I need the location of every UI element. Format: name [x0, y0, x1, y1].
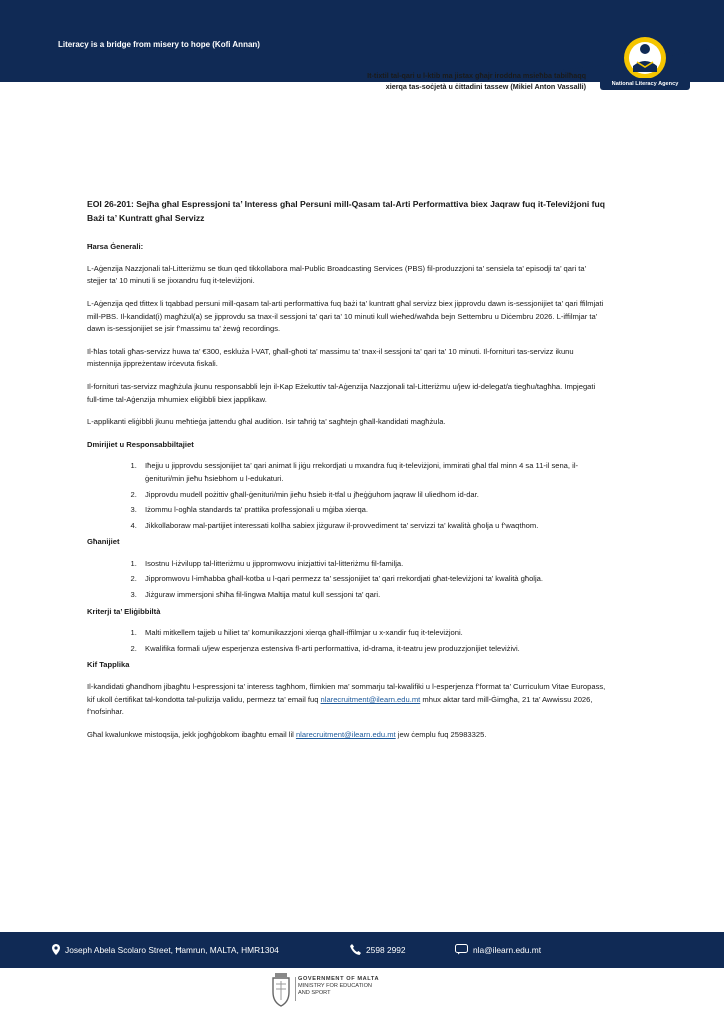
gov-text — [298, 976, 379, 997]
list-item: 1. Isostnu l-iżvilupp tal-litteriżmu u jippromwovu inizjattivi tal-litteriżmu fil-familja. — [139, 558, 607, 571]
overview-heading: Ħarsa Ġenerali: — [87, 242, 144, 252]
document-title: EOI 26-201: Sejħa għal Espressjoni ta’ Interess għal Persuni mill-Qasam tal-Arti Performattiva biex Jaqraw fuq it-Televiżjoni fuq Bażi ta’ Kuntratt għal Servizz — [87, 199, 606, 223]
footer-email — [455, 944, 541, 955]
contact-email-link[interactable]: nlarecruitment@ilearn.edu.mt — [295, 729, 396, 739]
list-item: 2. Jippromwovu l-imħabba għall-kotba u l-qari permezz ta’ sessjonijiet ta’ qari rrekordjati għat-televiżjoni ta’ kwalità għolja. — [139, 573, 607, 586]
footer-phone-text: 2598 2992 — [366, 944, 406, 955]
list-item: 3. Iżommu l-ogħla standards ta’ prattika professjonali u mġiba xierqa. — [139, 504, 607, 517]
list-item: 1. Iħejju u jipprovdu sessjonijiet ta’ qari animat li jiġu rrekordjati u mxandra fuq it-televiżjoni, immirati għal tfal minn 4 sa 11-il sena, il-ġenituri/min jieħu ħsiebhom u l-edukaturi. — [139, 460, 607, 485]
gov-title: GOVERNMENT OF MALTA — [298, 976, 380, 982]
footer-phone — [350, 944, 406, 955]
header-quote-line1: It-tixtil tal-qari u l-ktib ma jistax għajr iroddna msieħba tabilħaqq — [367, 71, 586, 80]
criteria-list — [87, 627, 607, 655]
header-quote-line2: xierqa tas-soċjetà u ċittadini tassew (Mikiel Anton Vassalli) — [385, 82, 586, 91]
list-item: 1. Malti mitkellem tajjeb u ħiliet ta’ komunikazzjoni xierqa għall-iffilmjar u x-xandir fuq it-televiżjoni. — [139, 627, 607, 640]
malta-crest-icon — [270, 972, 292, 1008]
header-quote — [266, 70, 586, 92]
apply-text-after: mhux aktar tard mill-Ġimgħa, 21 ta’ Awwissu 2026, f’nofsinhar. — [87, 694, 593, 717]
phone-icon — [350, 944, 361, 955]
gov-ministry-2: AND SPORT — [298, 990, 331, 996]
contact-text-before: Għal kwalunkwe mistoqsija, jekk jogħġobkom ibagħtu email lil — [87, 729, 296, 739]
gov-divider — [295, 977, 296, 1001]
aims-list — [87, 558, 607, 602]
government-logo — [268, 968, 468, 1012]
logo-head — [640, 44, 650, 54]
apply-text-before: Il-kandidati għandhom jibagħtu l-espressjoni ta’ interess tagħhom, flimkien ma’ sommarju tal-kwalifiki u l-esperjenza f’format ta’ Curriculum Vitae Europass, kif ukoll ċertifikat tal-kondotta tal-pulizija validu, permezz ta’ email fuq — [87, 682, 606, 704]
paragraph-how-to-apply — [87, 681, 607, 719]
duties-heading: Dmirijiet u Responsabbiltajiet — [87, 439, 194, 449]
document-body — [87, 198, 607, 751]
list-item: 2. Jipprovdu mudell pożittiv għall-ġenituri/min jieħu ħsieb it-tfal u jħeġġuhom jaqraw lil uliedhom id-dar. — [139, 489, 607, 502]
criteria-heading: Kriterji ta’ Eliġibbiltà — [87, 606, 161, 616]
paragraph-audition: L-applikanti eliġibbli jkunu meħtieġa jattendu għal audition. Isir taħriġ ta’ sagħtejn għall-kandidati magħżula. — [87, 417, 446, 427]
duties-list — [87, 460, 607, 532]
paragraph-contact — [87, 729, 607, 742]
list-item: 3. Jiżguraw immersjoni sħiħa fil-lingwa Maltija matul kull sessjoni ta’ qari. — [139, 589, 607, 602]
logo-label: National Literacy Agency — [600, 78, 690, 90]
footer-email-text: nla@ilearn.edu.mt — [473, 944, 542, 955]
aims-heading: Għanijiet — [87, 537, 120, 547]
apply-heading: Kif Tapplika — [87, 660, 130, 670]
header-tagline: Literacy is a bridge from misery to hope (Kofi Annan) — [58, 40, 260, 49]
contact-text-after: jew ċemplu fuq 25983325. — [395, 729, 487, 739]
paragraph-contract: L-Aġenzija qed tfittex li tqabbad persuni mill-qasam tal-arti performattiva fuq bażi ta’ kuntratt għal servizz biex jipprovdu dawn is-sessjonijiet ta’ qari ffilmjati mill-PBS. Il-kandidat(i) magħżul(a) se jipprovdu sa tnax-il sessjoni ta’ qari ta’ 10 minuti kull wieħed/waħda bejn Settembru u Diċembru 2026. L-iffilmjar ta’ dawn is-sessjonijiet se jsir f’massimu ta’ żewġ recordings. — [87, 298, 604, 334]
footer-bar — [0, 932, 724, 968]
email-chat-icon — [455, 944, 468, 955]
location-pin-icon — [52, 944, 60, 955]
footer-address — [52, 944, 279, 955]
paragraph-responsibility: Il-fornituri tas-servizz magħżula jkunu responsabbli lejn il-Kap Eżekuttiv tal-Aġenzija Nazzjonali tal-Litteriżmu u/jew id-delegat/a tiegħu/tagħha. Impjegati full-time tal-Aġenzija mhumiex eliġibbli biex japplikaw. — [87, 381, 596, 404]
list-item: 4. Jikkollaboraw mal-partijiet interessati kollha sabiex jiżguraw il-provvediment ta’ servizzi ta’ kwalità għolja u f’waqthom. — [139, 520, 607, 533]
list-item: 2. Kwalifika formali u/jew esperjenza estensiva fl-arti performattiva, id-drama, it-teatru jew produzzjonijiet televiżivi. — [139, 643, 607, 656]
apply-email-link[interactable]: nlarecruitment@ilearn.edu.mt — [320, 694, 421, 704]
gov-ministry: MINISTRY FOR EDUCATION — [298, 983, 372, 989]
footer-address-text: Joseph Abela Scolaro Street, Ħamrun, MALTA, HMR1304 — [65, 944, 279, 955]
paragraph-payment: Il-ħlas totali għas-servizz huwa ta’ €300, esklużа l-VAT, għall-għoti ta’ massimu ta’ tnax-il sessjoni ta’ qari ta’ 10 minuti. Il-fornituri tas-servizz ikunu mistennija jippreżentaw irċevuta fiskali. — [87, 346, 574, 369]
paragraph-collaboration: L-Aġenzija Nazzjonali tal-Litteriżmu se tkun qed tikkollabora mal-Public Broadcasting Services (PBS) fil-produzzjoni ta’ sensiela ta’ episodji ta’ qari ta’ stejjer ta’ 10 minuti li se jixxandru fuq it-televiżjoni. — [87, 263, 587, 286]
